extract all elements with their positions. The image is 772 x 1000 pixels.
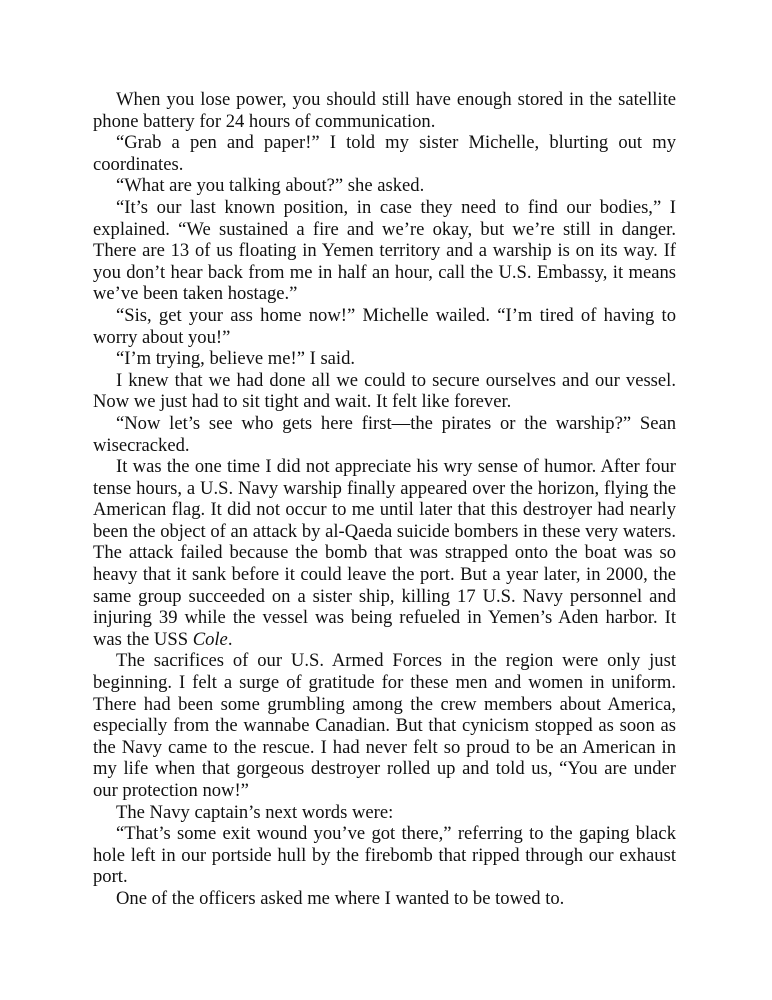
ship-name-italic: Cole bbox=[192, 628, 228, 650]
paragraph-4: “It’s our last known position, in case they need to find our bodies,” I explained. “We sustained a fire and we’re okay, but we’re still in danger. There are 13 of us floating in Yemen territory and a warship is on its way. If you don’t hear back from me in half an hour, call the U.S. Embassy, it means we’ve been taken hostage.” bbox=[93, 196, 676, 305]
paragraph-10: The sacrifices of our U.S. Armed Forces in the region were only just beginning. I felt a surge of gratitude for these men and women in uniform. There had been some grumbling among the crew members about America, especially from the wannabe Canadian. But that cynicism stopped as soon as the Navy came to the rescue. I had never felt so proud to be an American in my life when that gorgeous destroyer rolled up and told us, “You are under our protection now!” bbox=[93, 650, 676, 801]
paragraph-12: “That’s some exit wound you’ve got there,” referring to the gaping black hole left in our portside hull by the firebomb that ripped through our exhaust port. bbox=[93, 823, 676, 888]
paragraph-11: The Navy captain’s next words were: bbox=[116, 801, 394, 823]
paragraph-9 bbox=[93, 456, 676, 650]
paragraph-9-end: . bbox=[227, 628, 233, 650]
paragraph-8: “Now let’s see who gets here first—the pirates or the warship?” Sean wisecracked. bbox=[93, 412, 676, 456]
paragraph-13: One of the officers asked me where I wanted to be towed to. bbox=[116, 887, 565, 909]
paragraph-7: I knew that we had done all we could to secure ourselves and our vessel. Now we just had to sit tight and wait. It felt like forever. bbox=[93, 369, 676, 413]
paragraph-1: When you lose power, you should still have enough stored in the satellite phone battery for 24 hours of communication. bbox=[93, 89, 676, 132]
paragraph-9-text: It was the one time I did not appreciate his wry sense of humor. After four tense hours, a U.S. Navy warship finally appeared over the horizon, flying the American flag. It did not occur to me until later that this destroyer had nearly been the object of an attack by al-Qaeda suicide bombers in these very waters. The attack failed because the bomb that was strapped onto the boat was so heavy that it sank before it could leave the port. But a year later, in 2000, the same group succeeded on a sister ship, killing 17 U.S. Navy personnel and injuring 39 while the vessel was being refueled in Yemen’s Aden harbor. It was the USS bbox=[93, 456, 676, 650]
paragraph-6: “I’m trying, believe me!” I said. bbox=[116, 348, 356, 370]
paragraph-5: “Sis, get your ass home now!” Michelle wailed. “I’m tired of having to worry about you!” bbox=[93, 304, 676, 348]
paragraph-3: “What are you talking about?” she asked. bbox=[116, 175, 425, 197]
book-page bbox=[93, 89, 676, 910]
paragraph-2: “Grab a pen and paper!” I told my sister Michelle, blurting out my coordinates. bbox=[93, 132, 676, 175]
